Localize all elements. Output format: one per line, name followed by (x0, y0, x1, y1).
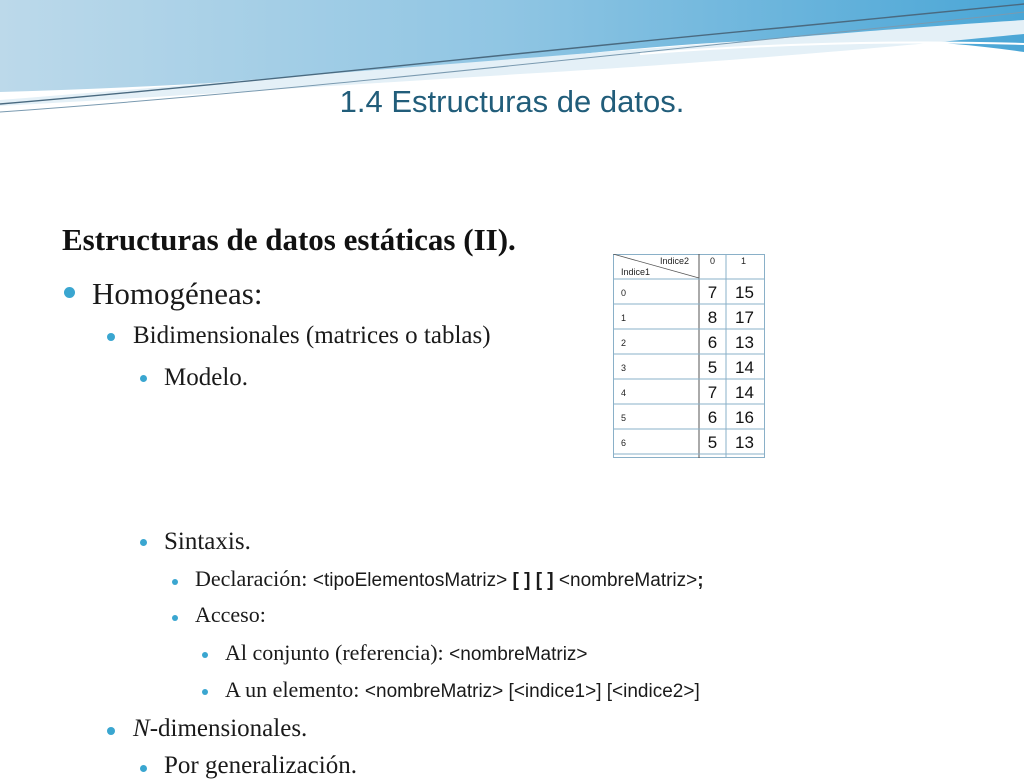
matrix-row-index: 6 (621, 438, 627, 448)
bullet-icon (140, 765, 147, 772)
bullet-icon (64, 287, 75, 298)
matrix-row-index: 3 (621, 363, 627, 373)
bullet-icon (140, 539, 147, 546)
matrix-column-header: 1 (741, 256, 747, 266)
conjunto-label: Al conjunto (referencia): (225, 640, 450, 665)
matrix-cell-value: 14 (735, 358, 754, 377)
matrix-col-index-label: Indice2 (660, 256, 690, 266)
list-item-acceso: Acceso: (195, 602, 266, 627)
matrix-cell-value: 13 (735, 333, 754, 352)
elemento-code: <nombreMatriz> [<indice1>] [<indice2>] (364, 681, 700, 702)
matrix-cell-value: 14 (735, 383, 754, 402)
list-item-conjunto (225, 640, 588, 666)
matrix-row-index: 0 (621, 288, 627, 298)
n-italic: N (133, 715, 150, 742)
list-item-declaracion (195, 566, 704, 592)
list-item-homogeneas: Homogéneas: (92, 276, 263, 311)
conjunto-code: <nombreMatriz> (449, 644, 588, 665)
matrix-cell-value: 13 (735, 433, 754, 452)
bullet-icon (202, 652, 208, 658)
list-item-bidimensionales: Bidimensionales (matrices o tablas) (133, 322, 491, 349)
list-item-sintaxis: Sintaxis. (164, 528, 251, 555)
matrix-cell-value: 6 (707, 333, 718, 352)
matrix-row-index-label: Indice1 (621, 267, 651, 277)
matrix-cell-value: 5 (707, 433, 718, 452)
matrix-table-figure (613, 254, 765, 458)
matrix-cell-value: 16 (735, 408, 754, 427)
matrix-cell-value: 7 (707, 283, 718, 302)
bullet-icon (172, 615, 178, 621)
bullet-icon (172, 579, 178, 585)
bullet-icon (107, 333, 115, 341)
slide-title: 1.4 Estructuras de datos. (339, 84, 685, 119)
elemento-label: A un elemento: (225, 677, 365, 702)
list-item-elemento (225, 677, 700, 703)
matrix-cell-value: 15 (735, 283, 754, 302)
matrix-row-index: 1 (621, 313, 627, 323)
bullet-icon (202, 689, 208, 695)
declaracion-label: Declaración: (195, 566, 313, 591)
declaracion-semicolon: ; (697, 570, 704, 591)
matrix-row-index: 4 (621, 388, 627, 398)
matrix-cell-value: 6 (707, 408, 718, 427)
list-item-n-dimensionales (133, 715, 307, 743)
bullet-icon (107, 727, 115, 735)
matrix-row-index: 2 (621, 338, 627, 348)
list-item-generalizacion: Por generalización. (164, 752, 357, 779)
section-heading: Estructuras de datos estáticas (II). (62, 222, 516, 257)
matrix-column-header: 0 (710, 256, 716, 266)
matrix-cell-value: 5 (707, 358, 718, 377)
declaracion-type: <tipoElementosMatriz> (312, 570, 508, 591)
matrix-cell-value: 8 (707, 308, 718, 327)
declaracion-brackets: [ ] [ ] (507, 570, 559, 591)
matrix-cell-value: 17 (735, 308, 754, 327)
ndim-rest: -dimensionales. (149, 715, 308, 742)
bullet-icon (140, 375, 147, 382)
list-item-modelo: Modelo. (164, 364, 249, 391)
matrix-row-index: 5 (621, 413, 627, 423)
declaracion-name: <nombreMatriz> (558, 570, 698, 591)
matrix-cell-value: 7 (707, 383, 718, 402)
